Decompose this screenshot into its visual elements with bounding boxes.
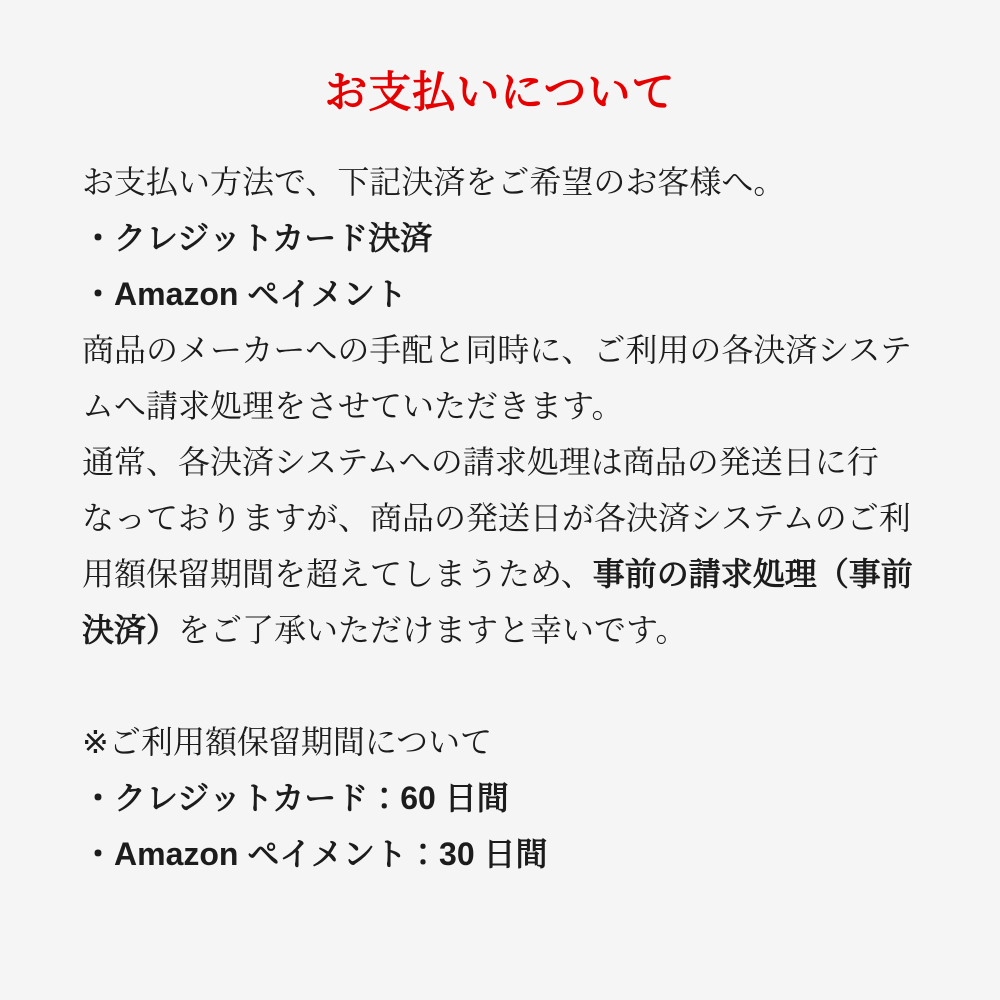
text-segment: ・クレジットカード：60 日間: [82, 780, 509, 816]
text-segment: お支払い方法で、下記決済をご希望のお客様へ。: [82, 164, 786, 200]
text-segment: ムへ請求処理をさせていただきます。: [82, 388, 624, 424]
blank-line: [82, 658, 918, 714]
page-title: お支払いについて: [324, 69, 676, 117]
body-line: [82, 546, 918, 602]
text-segment: をご了承いただけますと幸いです。: [178, 612, 688, 648]
text-segment: 用額保留期間を超えてしまうため、: [82, 556, 593, 592]
body-line: [82, 714, 918, 770]
text-segment: 事前の請求処理（事前: [592, 556, 913, 592]
body-line: [82, 434, 918, 490]
body-line: [82, 490, 918, 546]
text-segment: ・クレジットカード決済: [82, 220, 433, 256]
notice-body: [82, 154, 918, 882]
text-segment: 商品のメーカーへの手配と同時に、ご利用の各決済システ: [82, 332, 912, 368]
body-line: [82, 154, 918, 210]
body-line: [82, 266, 918, 322]
text-segment: ・Amazon ペイメント: [82, 276, 408, 312]
body-line: [82, 322, 918, 378]
text-segment: 通常、各決済システムへの請求処理は商品の発送日に行: [82, 444, 879, 480]
body-line: [82, 378, 918, 434]
text-segment: なっておりますが、商品の発送日が各決済システムのご利: [82, 500, 911, 536]
body-line: [82, 770, 918, 826]
body-line: [82, 210, 918, 266]
body-line: [82, 826, 918, 882]
text-segment: 決済）: [82, 612, 179, 648]
text-segment: ・Amazon ペイメント：30 日間: [82, 836, 548, 872]
body-line: [82, 602, 918, 658]
text-segment: ※ご利用額保留期間について: [82, 724, 493, 760]
